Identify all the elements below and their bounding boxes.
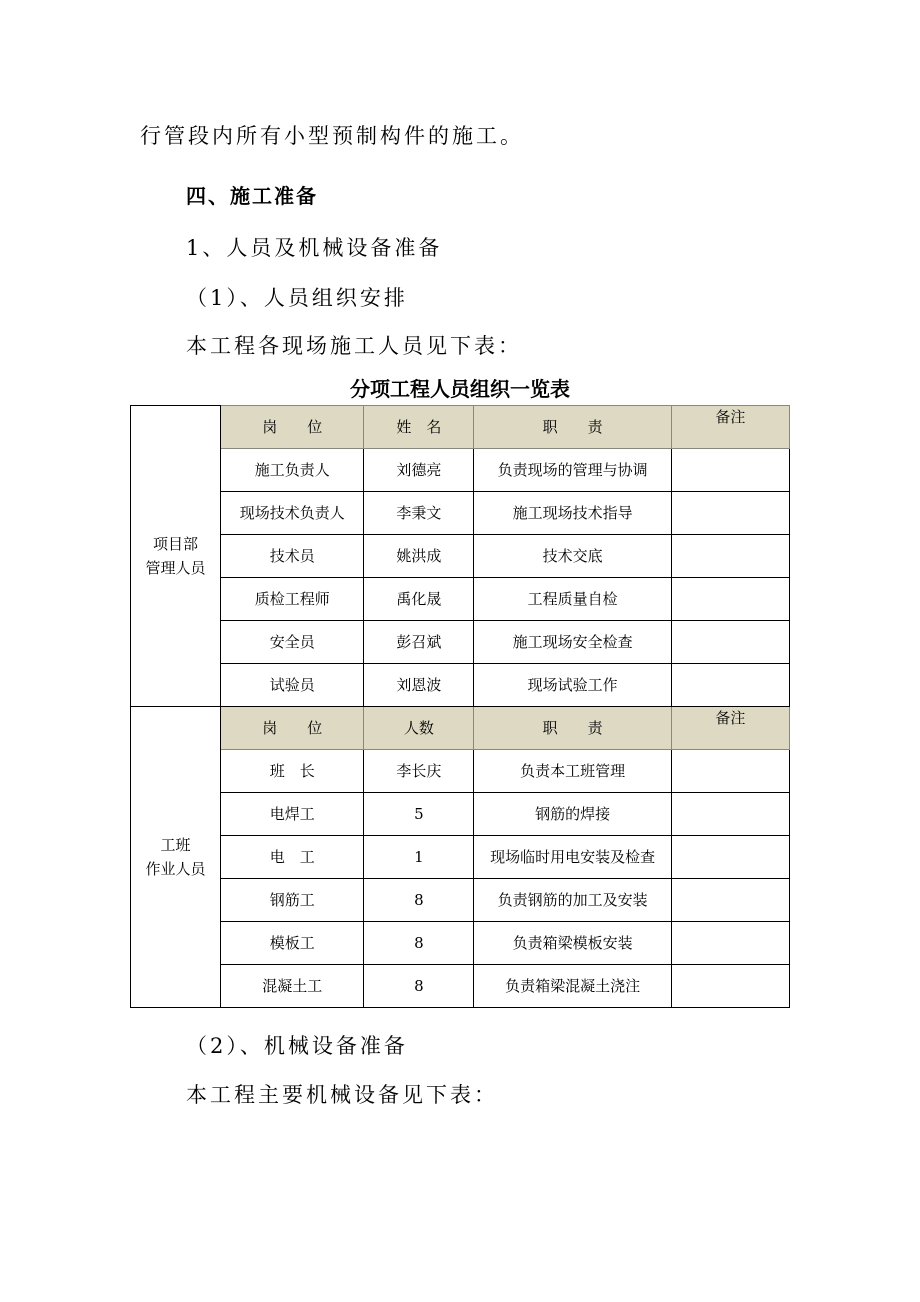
table-row <box>131 578 790 621</box>
cell-post: 钢筋工 <box>221 879 364 922</box>
cell-post: 混凝土工 <box>221 965 364 1008</box>
header-duty: 职 责 <box>474 406 671 449</box>
section-heading: 四、施工准备 <box>186 184 318 208</box>
cell-post: 现场技术负责人 <box>221 492 364 535</box>
header-duty: 职 责 <box>474 707 671 750</box>
cell-duty: 负责钢筋的加工及安装 <box>474 879 671 922</box>
header-note: 备注 <box>671 707 789 750</box>
intro-equipment-table: 本工程主要机械设备见下表： <box>186 1083 498 1107</box>
table-row <box>131 922 790 965</box>
cell-note <box>671 535 789 578</box>
table-row <box>131 793 790 836</box>
cell-post: 电焊工 <box>221 793 364 836</box>
cell-post: 试验员 <box>221 664 364 707</box>
table-row <box>131 621 790 664</box>
group-label-line2: 管理人员 <box>145 559 206 577</box>
cell-duty: 负责现场的管理与协调 <box>474 449 671 492</box>
header-name: 姓 名 <box>364 406 474 449</box>
paragraph-continuation: 行管段内所有小型预制构件的施工。 <box>140 124 524 148</box>
table-row <box>131 965 790 1008</box>
cell-count: 李长庆 <box>364 750 474 793</box>
header-count: 人数 <box>364 707 474 750</box>
subsection-heading: 1、人员及机械设备准备 <box>186 236 443 260</box>
cell-note <box>671 578 789 621</box>
cell-note <box>671 879 789 922</box>
cell-duty: 负责箱梁模板安装 <box>474 922 671 965</box>
cell-count: 5 <box>364 793 474 836</box>
cell-count: 8 <box>364 922 474 965</box>
header-post: 岗 位 <box>221 406 364 449</box>
cell-note <box>671 750 789 793</box>
table-header-row <box>131 707 790 750</box>
table-row <box>131 535 790 578</box>
cell-name: 刘德亮 <box>364 449 474 492</box>
cell-name: 禹化晟 <box>364 578 474 621</box>
cell-note <box>671 449 789 492</box>
cell-duty: 施工现场安全检查 <box>474 621 671 664</box>
header-post: 岗 位 <box>221 707 364 750</box>
cell-name: 彭召斌 <box>364 621 474 664</box>
group-label-line2: 作业人员 <box>145 860 206 878</box>
table-title: 分项工程人员组织一览表 <box>350 377 570 401</box>
item-heading-equipment: （2）、机械设备准备 <box>186 1034 408 1058</box>
cell-post: 技术员 <box>221 535 364 578</box>
cell-post: 质检工程师 <box>221 578 364 621</box>
group-label-management <box>131 406 221 707</box>
cell-name: 姚洪成 <box>364 535 474 578</box>
cell-duty: 钢筋的焊接 <box>474 793 671 836</box>
header-note: 备注 <box>671 406 789 449</box>
cell-note <box>671 664 789 707</box>
cell-note <box>671 922 789 965</box>
cell-name: 李秉文 <box>364 492 474 535</box>
table-row <box>131 879 790 922</box>
table-row <box>131 492 790 535</box>
cell-note <box>671 621 789 664</box>
cell-post: 施工负责人 <box>221 449 364 492</box>
personnel-table <box>130 405 790 1008</box>
cell-count: 8 <box>364 879 474 922</box>
group-label-line1: 项目部 <box>153 535 199 553</box>
table-row <box>131 836 790 879</box>
cell-duty: 现场临时用电安装及检查 <box>474 836 671 879</box>
table-row <box>131 750 790 793</box>
cell-count: 8 <box>364 965 474 1008</box>
cell-duty: 技术交底 <box>474 535 671 578</box>
cell-duty: 负责箱梁混凝土浇注 <box>474 965 671 1008</box>
table-row <box>131 449 790 492</box>
cell-note <box>671 492 789 535</box>
cell-duty: 工程质量自检 <box>474 578 671 621</box>
cell-note <box>671 793 789 836</box>
cell-count: 1 <box>364 836 474 879</box>
cell-note <box>671 965 789 1008</box>
item-heading-personnel: （1）、人员组织安排 <box>186 286 408 310</box>
intro-personnel-table: 本工程各现场施工人员见下表： <box>186 334 522 358</box>
cell-name: 刘恩波 <box>364 664 474 707</box>
table-header-row <box>131 406 790 449</box>
group-label-workcrew <box>131 707 221 1008</box>
cell-post: 班 长 <box>221 750 364 793</box>
cell-duty: 现场试验工作 <box>474 664 671 707</box>
cell-post: 电 工 <box>221 836 364 879</box>
cell-post: 安全员 <box>221 621 364 664</box>
cell-duty: 施工现场技术指导 <box>474 492 671 535</box>
cell-duty: 负责本工班管理 <box>474 750 671 793</box>
cell-note <box>671 836 789 879</box>
group-label-line1: 工班 <box>160 836 191 854</box>
cell-post: 模板工 <box>221 922 364 965</box>
table-row <box>131 664 790 707</box>
